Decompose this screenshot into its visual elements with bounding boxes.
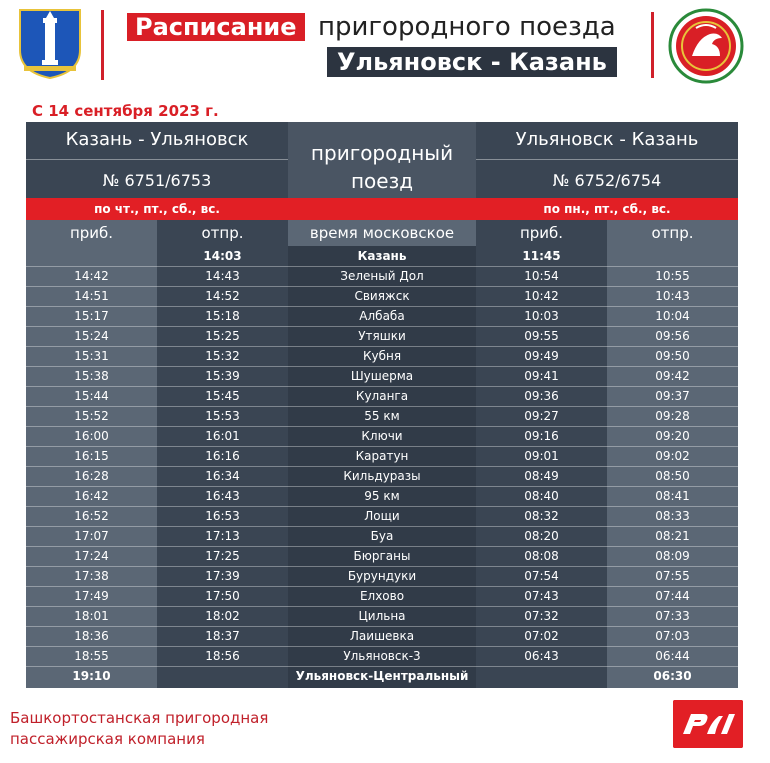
right-arrival-time: 09:49 <box>524 349 559 363</box>
table-row <box>26 566 738 586</box>
table-row <box>26 646 738 666</box>
right-departure-time: 07:03 <box>655 629 690 643</box>
left-arrival-time: 16:52 <box>74 509 109 523</box>
col-right-departure: отпр. <box>651 224 694 242</box>
left-departure-time: 17:25 <box>205 549 240 563</box>
right-arrival-time: 08:49 <box>524 469 559 483</box>
left-arrival-time: 17:49 <box>74 589 109 603</box>
left-arrival-time: 15:44 <box>74 389 109 403</box>
effective-date: С 14 сентября 2023 г. <box>32 102 219 120</box>
left-arrival-time: 18:01 <box>74 609 109 623</box>
left-departure-time: 16:34 <box>205 469 240 483</box>
row-divider <box>26 286 738 287</box>
left-departure-time: 14:52 <box>205 289 240 303</box>
table-row <box>26 306 738 326</box>
left-departure-time: 16:43 <box>205 489 240 503</box>
row-divider <box>26 626 738 627</box>
station-name: Ульяновск-Центральный <box>295 669 469 683</box>
company-name <box>10 708 268 750</box>
left-departure-time: 16:01 <box>205 429 240 443</box>
left-departure-time: 15:39 <box>205 369 240 383</box>
table-row <box>26 266 738 286</box>
row-divider <box>26 446 738 447</box>
station-name: Лощи <box>364 509 400 523</box>
left-departure-time: 17:50 <box>205 589 240 603</box>
left-departure-time: 16:53 <box>205 509 240 523</box>
title-text: пригородного поезда <box>318 12 616 42</box>
right-train-number: № 6752/6754 <box>552 171 662 190</box>
left-arrival-time: 16:42 <box>74 489 109 503</box>
right-departure-time: 08:41 <box>655 489 690 503</box>
station-name: Куланга <box>355 389 409 403</box>
table-row <box>26 446 738 466</box>
table-row <box>26 486 738 506</box>
right-departure-time: 08:50 <box>655 469 690 483</box>
table-row <box>26 466 738 486</box>
station-name: Цильна <box>358 609 406 623</box>
right-arrival-time: 08:08 <box>524 549 559 563</box>
col-left-departure: отпр. <box>201 224 244 242</box>
left-arrival-time: 14:51 <box>74 289 109 303</box>
left-arrival-time: 14:42 <box>74 269 109 283</box>
table-row <box>26 326 738 346</box>
right-arrival-time: 09:27 <box>524 409 559 423</box>
table-row <box>26 586 738 606</box>
right-arrival-time: 10:54 <box>524 269 559 283</box>
tatarstan-emblem-icon <box>668 8 744 84</box>
left-departure-time: 15:32 <box>205 349 240 363</box>
left-route: Казань - Ульяновск <box>65 129 249 150</box>
right-arrival-time: 09:16 <box>524 429 559 443</box>
right-arrival-time: 08:40 <box>524 489 559 503</box>
table-row <box>26 286 738 306</box>
table-row <box>26 526 738 546</box>
right-arrival-time: 07:32 <box>524 609 559 623</box>
station-name: Свияжск <box>354 289 410 303</box>
right-arrival-time: 09:36 <box>524 389 559 403</box>
station-name: Ключи <box>361 429 403 443</box>
left-arrival-time: 15:52 <box>74 409 109 423</box>
right-arrival-time: 09:01 <box>524 449 559 463</box>
right-departure-time: 09:20 <box>655 429 690 443</box>
right-arrival-time: 09:55 <box>524 329 559 343</box>
row-divider <box>26 346 738 347</box>
station-name: Лаишевка <box>349 629 415 643</box>
left-arrival-time: 18:36 <box>74 629 109 643</box>
row-divider <box>26 326 738 327</box>
table-row <box>26 506 738 526</box>
left-arrival-time: 16:28 <box>74 469 109 483</box>
center-title-line2: поезд <box>350 169 414 193</box>
left-departure-time: 17:13 <box>205 529 240 543</box>
table-row <box>26 666 738 686</box>
table-row <box>26 386 738 406</box>
station-name: Ульяновск-3 <box>343 649 421 663</box>
left-arrival-time: 19:10 <box>72 669 111 683</box>
right-route: Ульяновск - Казань <box>515 129 699 150</box>
left-arrival-time: 17:24 <box>74 549 109 563</box>
right-arrival-time: 06:43 <box>524 649 559 663</box>
table-row <box>26 626 738 646</box>
right-arrival-time: 07:43 <box>524 589 559 603</box>
header-divider-left <box>101 10 104 80</box>
left-departure-time: 16:16 <box>205 449 240 463</box>
row-divider <box>26 366 738 367</box>
row-divider <box>26 426 738 427</box>
right-departure-time: 06:44 <box>655 649 690 663</box>
company-name-line1: Башкортостанская пригородная <box>10 709 269 727</box>
right-arrival-time: 09:41 <box>524 369 559 383</box>
table-row <box>26 606 738 626</box>
row-divider <box>26 646 738 647</box>
station-name: Каратун <box>355 449 409 463</box>
right-departure-time: 09:42 <box>655 369 690 383</box>
table-row <box>26 246 738 266</box>
col-left-arrival: приб. <box>69 224 114 242</box>
left-departure-time: 18:56 <box>205 649 240 663</box>
col-right-arrival: приб. <box>519 224 564 242</box>
left-departure-time: 15:25 <box>205 329 240 343</box>
station-name: 95 км <box>364 489 400 503</box>
left-departure-time: 14:43 <box>205 269 240 283</box>
route-title: Ульяновск - Казань <box>327 47 617 77</box>
header-separator <box>26 159 288 160</box>
right-departure-time: 08:21 <box>655 529 690 543</box>
left-arrival-time: 18:55 <box>74 649 109 663</box>
table-row <box>26 426 738 446</box>
station-name: 55 км <box>364 409 400 423</box>
rzd-logo-icon <box>673 700 743 748</box>
row-divider <box>26 466 738 467</box>
right-arrival-time: 07:02 <box>524 629 559 643</box>
right-departure-time: 09:28 <box>655 409 690 423</box>
row-divider <box>26 306 738 307</box>
left-arrival-time: 15:31 <box>74 349 109 363</box>
right-arrival-time: 10:03 <box>524 309 559 323</box>
row-divider <box>26 506 738 507</box>
right-departure-time <box>607 246 738 266</box>
right-days: по пн., пт., сб., вс. <box>543 202 671 216</box>
station-name: Бюрганы <box>353 549 411 563</box>
schedule-table <box>26 122 738 688</box>
left-arrival-time: 17:38 <box>74 569 109 583</box>
col-time-note: время московское <box>309 224 455 242</box>
right-arrival-time: 11:45 <box>522 249 561 263</box>
ulyanovsk-coat-of-arms-icon <box>18 8 82 80</box>
right-departure-time: 07:44 <box>655 589 690 603</box>
row-divider <box>26 666 738 667</box>
left-arrival-time: 15:38 <box>74 369 109 383</box>
station-name: Елхово <box>359 589 405 603</box>
row-divider <box>26 586 738 587</box>
left-departure-time: 14:03 <box>203 249 242 263</box>
right-arrival-time: 08:20 <box>524 529 559 543</box>
left-train-number: № 6751/6753 <box>102 171 212 190</box>
center-title-line1: пригородный <box>310 141 454 165</box>
right-departure-time: 09:02 <box>655 449 690 463</box>
right-departure-time: 07:33 <box>655 609 690 623</box>
left-arrival-time: 17:07 <box>74 529 109 543</box>
station-name: Албаба <box>359 309 405 323</box>
table-row <box>26 406 738 426</box>
station-name: Кильдуразы <box>343 469 421 483</box>
right-departure-time: 07:55 <box>655 569 690 583</box>
station-name: Шушерма <box>350 369 414 383</box>
row-divider <box>26 406 738 407</box>
station-name: Утяшки <box>358 329 406 343</box>
station-name: Кубня <box>362 349 402 363</box>
right-departure-time: 09:37 <box>655 389 690 403</box>
table-row <box>26 346 738 366</box>
station-name: Зеленый Дол <box>340 269 424 283</box>
row-divider <box>26 266 738 267</box>
row-divider <box>26 486 738 487</box>
title-highlight: Расписание <box>127 13 305 41</box>
right-arrival-time <box>476 666 607 686</box>
left-arrival-time: 16:00 <box>74 429 109 443</box>
left-arrival-time <box>26 246 157 266</box>
left-departure-time <box>157 666 288 686</box>
station-name: Казань <box>357 249 407 263</box>
left-departure-time: 15:18 <box>205 309 240 323</box>
right-departure-time: 09:50 <box>655 349 690 363</box>
header-separator-right <box>476 159 738 160</box>
left-departure-time: 18:37 <box>205 629 240 643</box>
right-arrival-time: 08:32 <box>524 509 559 523</box>
left-departure-time: 17:39 <box>205 569 240 583</box>
company-name-line2: пассажирская компания <box>10 730 205 748</box>
row-divider <box>26 606 738 607</box>
station-name: Бурундуки <box>347 569 417 583</box>
left-departure-time: 15:53 <box>205 409 240 423</box>
right-departure-time: 10:55 <box>655 269 690 283</box>
right-departure-time: 09:56 <box>655 329 690 343</box>
row-divider <box>26 546 738 547</box>
table-row <box>26 366 738 386</box>
left-days: по чт., пт., сб., вс. <box>94 202 220 216</box>
left-arrival-time: 15:17 <box>74 309 109 323</box>
header-divider-right <box>651 12 654 78</box>
right-departure-time: 10:04 <box>655 309 690 323</box>
left-arrival-time: 16:15 <box>74 449 109 463</box>
left-departure-time: 15:45 <box>205 389 240 403</box>
row-divider <box>26 386 738 387</box>
right-departure-time: 08:09 <box>655 549 690 563</box>
right-departure-time: 10:43 <box>655 289 690 303</box>
right-arrival-time: 10:42 <box>524 289 559 303</box>
right-arrival-time: 07:54 <box>524 569 559 583</box>
station-name: Буа <box>370 529 394 543</box>
table-row <box>26 546 738 566</box>
row-divider <box>26 526 738 527</box>
right-departure-time: 08:33 <box>655 509 690 523</box>
right-departure-time: 06:30 <box>653 669 692 683</box>
left-arrival-time: 15:24 <box>74 329 109 343</box>
row-divider <box>26 566 738 567</box>
left-departure-time: 18:02 <box>205 609 240 623</box>
